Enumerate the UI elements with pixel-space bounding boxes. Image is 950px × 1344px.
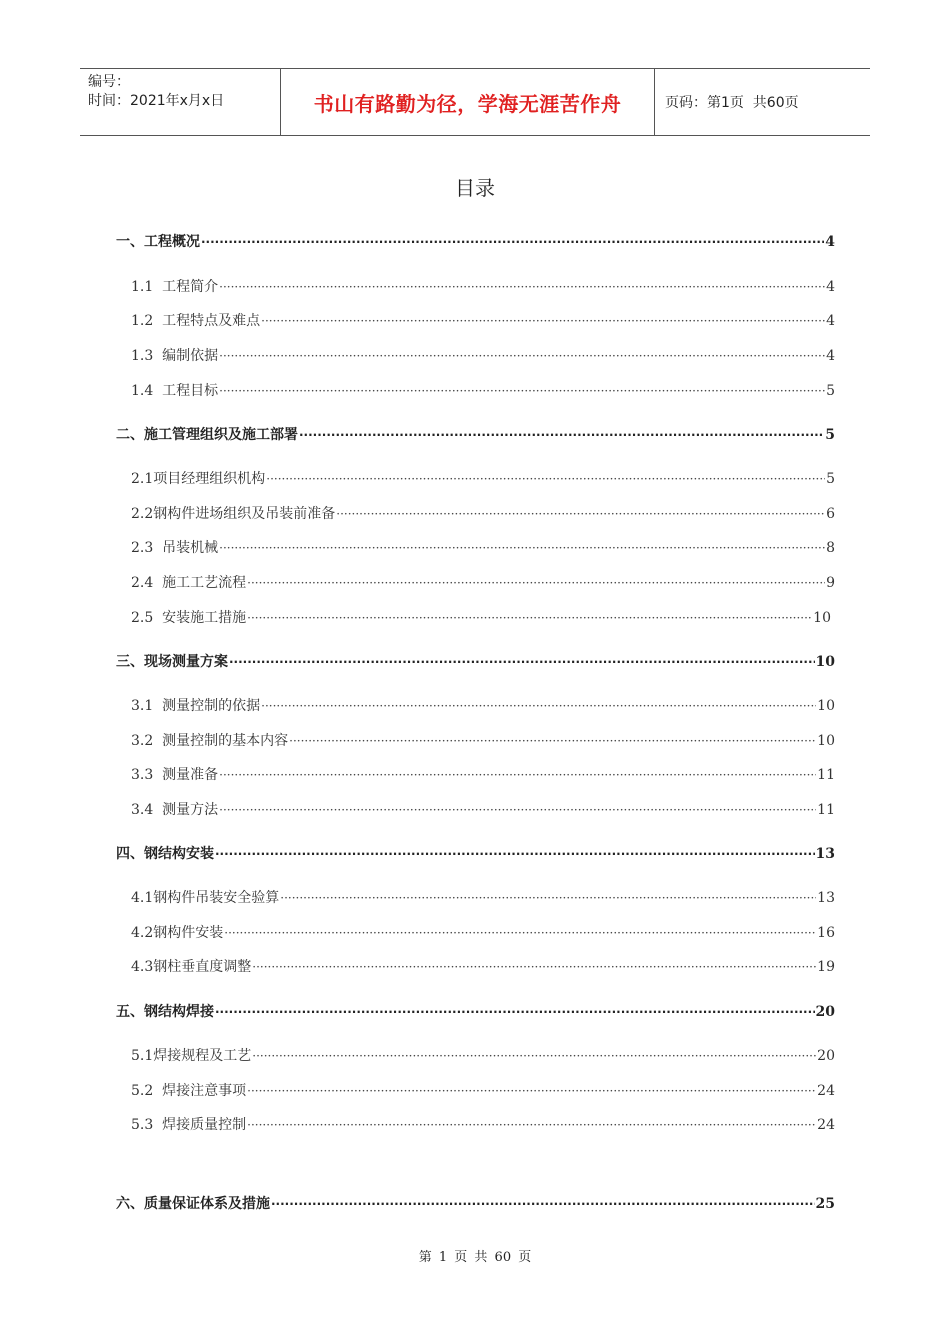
time-label: 时间：2021年x月x日 — [88, 93, 225, 109]
toc-label: 1.3 编制依据 — [131, 348, 219, 364]
toc-leader — [229, 652, 815, 672]
toc-label: 4.3钢柱垂直度调整 — [131, 959, 252, 975]
toc-entry[interactable] — [131, 381, 835, 401]
toc-page: 25 — [815, 1196, 835, 1212]
toc-entry[interactable] — [131, 957, 835, 977]
toc-page: 13 — [815, 846, 835, 862]
toc-label: 五、钢结构焊接 — [116, 1004, 214, 1020]
toc-page: 8 — [826, 540, 835, 556]
toc-leader — [219, 381, 825, 401]
toc-label: 5.2 焊接注意事项 — [131, 1083, 247, 1099]
toc-leader — [215, 844, 815, 864]
toc-entry[interactable] — [131, 731, 835, 751]
toc-entry[interactable] — [131, 277, 835, 297]
toc-entry[interactable] — [131, 1115, 835, 1135]
motto-text: 书山有路勤为径，学海无涯苦作舟 — [313, 91, 622, 116]
toc-entry[interactable] — [131, 538, 835, 558]
toc-leader — [224, 923, 816, 943]
toc-leader — [219, 277, 825, 297]
toc-page: 11 — [817, 802, 835, 818]
toc-label: 4.2钢构件安装 — [131, 925, 224, 941]
toc-entry[interactable] — [131, 800, 835, 820]
toc-leader — [219, 346, 825, 366]
toc-label: 二、施工管理组织及施工部署 — [116, 427, 298, 443]
toc-label: 四、钢结构安装 — [116, 846, 214, 862]
toc-page: 4 — [825, 234, 835, 250]
toc-page: 4 — [826, 279, 835, 295]
toc-leader — [247, 1081, 816, 1101]
toc-page: 24 — [817, 1083, 835, 1099]
toc-label: 三、现场测量方案 — [116, 654, 228, 670]
toc-label: 4.1钢构件吊装安全验算 — [131, 890, 280, 906]
toc-leader — [252, 957, 816, 977]
toc-leader — [219, 800, 816, 820]
toc-entry[interactable] — [116, 844, 835, 864]
toc-label: 2.4 施工工艺流程 — [131, 575, 247, 591]
toc-label: 3.1 测量控制的依据 — [131, 698, 261, 714]
toc-entry[interactable] — [131, 765, 835, 785]
toc-page: 11 — [817, 767, 835, 783]
toc-label: 1.4 工程目标 — [131, 383, 219, 399]
toc-label: 3.2 测量控制的基本内容 — [131, 733, 289, 749]
toc-label: 1.1 工程简介 — [131, 279, 219, 295]
toc-leader — [261, 311, 825, 331]
toc-label: 一、工程概况 — [116, 234, 200, 250]
page-footer: 第 1 页 共 60 页 — [418, 1250, 532, 1265]
toc-entry[interactable] — [131, 696, 835, 716]
toc-label: 2.1项目经理组织机构 — [131, 471, 266, 487]
toc-leader — [219, 538, 825, 558]
toc-leader — [215, 1002, 815, 1022]
toc-page: 4 — [826, 348, 835, 364]
toc-page: 16 — [817, 925, 835, 941]
toc-page: 5 — [826, 471, 835, 487]
toc-entry[interactable] — [116, 232, 835, 252]
toc-label: 六、质量保证体系及措施 — [116, 1196, 270, 1212]
toc-page: 20 — [817, 1048, 835, 1064]
toc-entry[interactable] — [131, 923, 835, 943]
toc-leader — [266, 469, 825, 489]
toc-entry[interactable] — [116, 1194, 835, 1214]
toc-leader — [271, 1194, 815, 1214]
toc-entry[interactable] — [131, 1046, 835, 1066]
toc-leader — [299, 425, 824, 445]
toc-leader — [252, 1046, 816, 1066]
toc-entry[interactable] — [131, 469, 835, 489]
toc-entry[interactable] — [116, 652, 835, 672]
toc-entry[interactable] — [131, 1081, 835, 1101]
toc-leader — [247, 608, 812, 628]
toc-page: 24 — [817, 1117, 835, 1133]
toc-page: 10 — [817, 733, 835, 749]
toc-entry[interactable] — [131, 504, 835, 524]
toc-page: 5 — [826, 383, 835, 399]
toc-leader — [289, 731, 816, 751]
page-title: 目录 — [455, 176, 495, 200]
toc-leader — [336, 504, 825, 524]
toc-label: 1.2 工程特点及难点 — [131, 313, 261, 329]
toc-entry[interactable] — [116, 425, 835, 445]
toc-page: 10 — [813, 610, 831, 626]
toc-page: 6 — [826, 506, 835, 522]
toc-label: 2.3 吊装机械 — [131, 540, 219, 556]
toc-label: 2.5 安装施工措施 — [131, 610, 247, 626]
page-info-text: 页码：第1页 共60页 — [665, 95, 799, 111]
toc-entry[interactable] — [131, 311, 835, 331]
toc-page: 4 — [826, 313, 835, 329]
toc-page: 10 — [815, 654, 835, 670]
toc-entry[interactable] — [131, 608, 831, 628]
toc-page: 10 — [817, 698, 835, 714]
toc-label: 3.4 测量方法 — [131, 802, 219, 818]
toc-leader — [247, 573, 825, 593]
toc-page: 20 — [815, 1004, 835, 1020]
toc-page: 5 — [825, 427, 835, 443]
toc-page: 19 — [817, 959, 835, 975]
toc-label: 5.3 焊接质量控制 — [131, 1117, 247, 1133]
toc-leader — [247, 1115, 816, 1135]
toc-page: 13 — [817, 890, 835, 906]
toc-label: 5.1焊接规程及工艺 — [131, 1048, 252, 1064]
toc-entry[interactable] — [131, 573, 835, 593]
toc-label: 3.3 测量准备 — [131, 767, 219, 783]
toc-leader — [261, 696, 816, 716]
toc-label: 2.2钢构件进场组织及吊装前准备 — [131, 506, 336, 522]
toc-entry[interactable] — [131, 346, 835, 366]
toc-page: 9 — [826, 575, 835, 591]
toc-leader — [219, 765, 816, 785]
serial-label: 编号： — [88, 74, 130, 90]
toc-entry[interactable] — [116, 1002, 835, 1022]
toc-leader — [201, 232, 824, 252]
toc-leader — [280, 888, 816, 908]
toc-entry[interactable] — [131, 888, 835, 908]
